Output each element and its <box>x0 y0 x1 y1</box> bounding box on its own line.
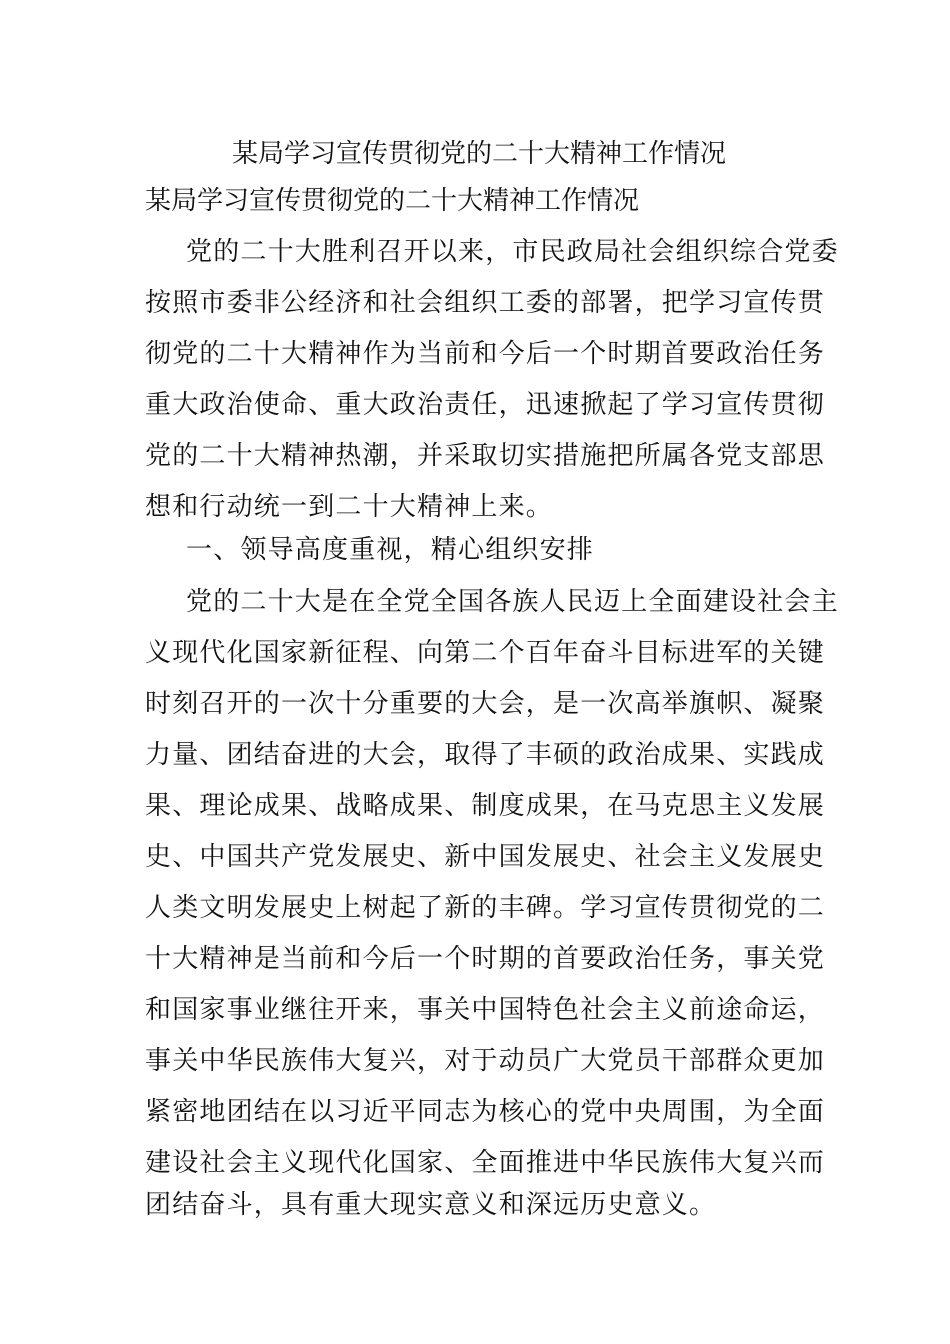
paragraph1-line: 按照市委非公经济和社会组织工委的部署，把学习宣传贯 <box>145 288 826 318</box>
paragraph2-line: 和国家事业继往开来，事关中国特色社会主义前途命运， <box>145 995 826 1025</box>
paragraph2-line: 事关中华民族伟大复兴，对于动员广大党员干部群众更加 <box>145 1046 826 1076</box>
paragraph1-line: 重大政治使命、重大政治责任，迅速掀起了学习宣传贯彻 <box>145 390 826 420</box>
document-subtitle: 某局学习宣传贯彻党的二十大精神工作情况 <box>145 186 640 216</box>
paragraph2-line: 果、理论成果、战略成果、制度成果，在马克思主义发展 <box>145 791 826 821</box>
paragraph2-line: 十大精神是当前和今后一个时期的首要政治任务，事关党 <box>145 944 826 974</box>
paragraph2-line: 史、中国共产党发展史、新中国发展史、社会主义发展史 <box>145 842 826 872</box>
paragraph2-line: 建设社会主义现代化国家、全面推进中华民族伟大复兴而 <box>145 1148 826 1178</box>
paragraph2-line: 紧密地团结在以习近平同志为核心的党中央周围，为全面 <box>145 1097 826 1127</box>
paragraph2-line: 人类文明发展史上树起了新的丰碑。学习宣传贯彻党的二 <box>145 893 826 923</box>
paragraph1-line: 想和行动统一到二十大精神上来。 <box>145 492 554 522</box>
paragraph2-line: 时刻召开的一次十分重要的大会，是一次高举旗帜、凝聚 <box>145 689 826 719</box>
paragraph2-line: 团结奋斗，具有重大现实意义和深远历史意义。 <box>145 1190 717 1220</box>
paragraph2-line: 党的二十大是在全党全国各族人民迈上全面建设社会主 <box>186 587 839 617</box>
paragraph2-line: 力量、团结奋进的大会，取得了丰硕的政治成果、实践成 <box>145 740 826 770</box>
paragraph2-line: 义现代化国家新征程、向第二个百年奋斗目标进军的关键 <box>145 638 826 668</box>
document-title: 某局学习宣传贯彻党的二十大精神工作情况 <box>232 139 727 169</box>
paragraph1-line: 党的二十大胜利召开以来，市民政局社会组织综合党委 <box>186 237 839 267</box>
paragraph1-line: 党的二十大精神热潮，并采取切实措施把所属各党支部思 <box>145 441 826 471</box>
paragraph1-line: 彻党的二十大精神作为当前和今后一个时期首要政治任务 <box>145 339 826 369</box>
section-heading: 一、领导高度重视，精心组织安排 <box>186 535 595 565</box>
